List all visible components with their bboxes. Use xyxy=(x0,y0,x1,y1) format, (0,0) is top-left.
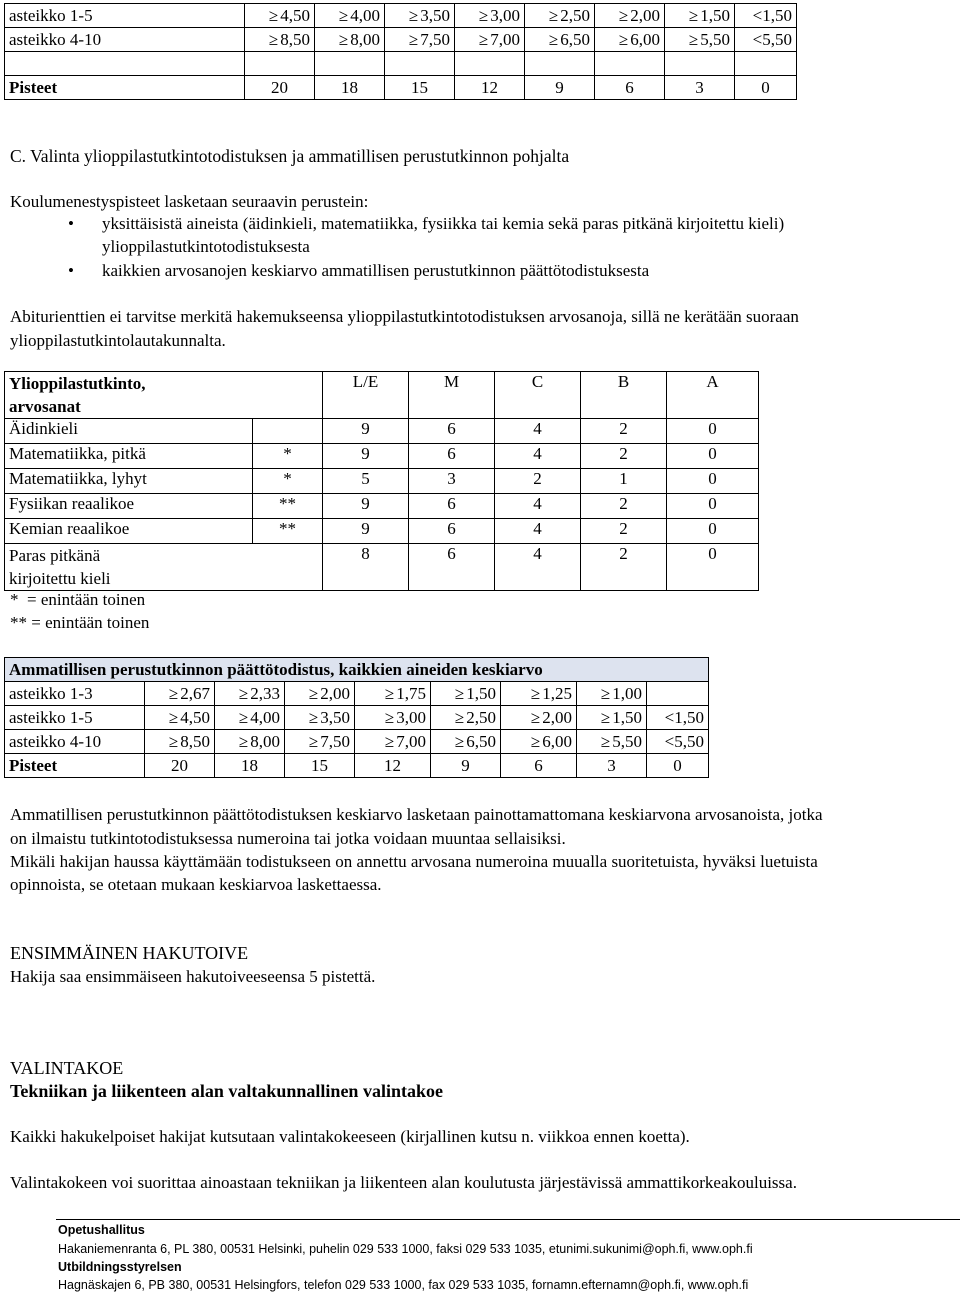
points-cell: 9 xyxy=(525,76,595,100)
value-cell: 4 xyxy=(495,494,581,519)
empty-cell xyxy=(595,52,665,76)
table-row xyxy=(5,76,797,100)
threshold-cell: ≥ 8,00 xyxy=(315,28,385,52)
empty-cell xyxy=(735,52,797,76)
footer-org: Opetushallitus xyxy=(58,1223,145,1237)
threshold-cell: ≥ 1,50 xyxy=(431,682,501,706)
vocational-average-table xyxy=(4,657,709,778)
points-cell: 6 xyxy=(595,76,665,100)
points-cell: 20 xyxy=(145,754,215,778)
threshold-cell: ≥ 2,00 xyxy=(501,706,577,730)
value-cell: 0 xyxy=(667,519,759,544)
value-cell: 9 xyxy=(323,444,409,469)
bullet-text: kaikkien arvosanojen keskiarvo ammatillisen perustutkinnon päättötodistuksesta xyxy=(102,261,650,280)
value-cell: 0 xyxy=(667,544,759,591)
threshold-cell: ≥ 7,00 xyxy=(355,730,431,754)
footnote: * = enintään toinen xyxy=(10,590,146,609)
value-cell: 8 xyxy=(323,544,409,591)
empty-cell xyxy=(525,52,595,76)
points-cell: 6 xyxy=(501,754,577,778)
scale-label: asteikko 4-10 xyxy=(5,730,145,754)
table-header-row xyxy=(5,372,759,419)
value-cell: 4 xyxy=(495,519,581,544)
threshold-cell: ≥ 7,50 xyxy=(285,730,355,754)
score-table-top xyxy=(4,3,797,100)
points-cell: 9 xyxy=(431,754,501,778)
footer-address: Hakaniemenranta 6, PL 380, 00531 Helsinki, puhelin 029 533 1000, faksi 029 533 1035, etunimi.sukunimi@oph.fi, www.oph.fi xyxy=(58,1242,753,1256)
threshold-cell: ≥ 1,25 xyxy=(501,682,577,706)
value-cell: 6 xyxy=(409,519,495,544)
points-cell: 0 xyxy=(735,76,797,100)
table-row xyxy=(5,682,709,706)
threshold-cell: ≥ 3,00 xyxy=(455,4,525,28)
paragraph-line: opinnoista, se otetaan mukaan keskiarvoa laskettaessa. xyxy=(10,875,382,894)
empty-cell xyxy=(5,52,245,76)
threshold-cell: ≥ 8,50 xyxy=(145,730,215,754)
threshold-cell: ≥ 2,00 xyxy=(285,682,355,706)
table-row xyxy=(5,4,797,28)
mark-cell: * xyxy=(253,444,323,469)
empty-cell xyxy=(245,52,315,76)
value-cell: 4 xyxy=(495,419,581,444)
value-cell: 0 xyxy=(667,494,759,519)
threshold-cell: ≥ 3,00 xyxy=(355,706,431,730)
value-cell: 6 xyxy=(409,494,495,519)
points-cell: 12 xyxy=(455,76,525,100)
subject-cell: Kemian reaalikoe xyxy=(5,519,253,544)
value-cell: 9 xyxy=(323,494,409,519)
subject-cell xyxy=(5,544,323,591)
value-cell: 2 xyxy=(581,494,667,519)
points-cell: 3 xyxy=(665,76,735,100)
threshold-cell: ≥ 1,50 xyxy=(665,4,735,28)
value-cell: 0 xyxy=(667,419,759,444)
value-cell: 6 xyxy=(409,444,495,469)
footer-org: Utbildningsstyrelsen xyxy=(58,1260,182,1274)
value-cell: 6 xyxy=(409,544,495,591)
threshold-cell: ≥ 1,75 xyxy=(355,682,431,706)
threshold-cell: ≥ 6,00 xyxy=(595,28,665,52)
subject-cell: Äidinkieli xyxy=(5,419,253,444)
matriculation-grade-table xyxy=(4,371,759,591)
points-cell: 18 xyxy=(215,754,285,778)
table-header-row xyxy=(5,658,709,682)
threshold-cell: ≥ 8,00 xyxy=(215,730,285,754)
bullet-icon: • xyxy=(68,214,74,233)
value-cell: 0 xyxy=(667,469,759,494)
points-label: Pisteet xyxy=(5,754,145,778)
mark-cell: ** xyxy=(253,494,323,519)
mark-cell: ** xyxy=(253,519,323,544)
points-cell: 12 xyxy=(355,754,431,778)
paragraph-line: Kaikki hakukelpoiset hakijat kutsutaan valintakokeeseen (kirjallinen kutsu n. viikkoa ennen koetta). xyxy=(10,1127,690,1146)
note-text: Abiturienttien ei tarvitse merkitä hakemukseensa ylioppilastutkintotodistuksen arvosanoja, sillä ne kerätään suoraan xyxy=(10,307,799,326)
points-label: Pisteet xyxy=(5,76,245,100)
table-header: Ammatillisen perustutkinnon päättötodistus, kaikkien aineiden keskiarvo xyxy=(5,658,709,682)
table-row xyxy=(5,706,709,730)
grade-header: M xyxy=(409,372,495,419)
value-cell: 2 xyxy=(495,469,581,494)
threshold-cell: ≥ 1,00 xyxy=(577,682,647,706)
threshold-cell: ≥ 8,50 xyxy=(245,28,315,52)
table-row xyxy=(5,469,759,494)
bullet-text: yksittäisistä aineista (äidinkieli, matematiikka, fysiikka tai kemia sekä paras pitkänä kirjoitettu kieli) xyxy=(102,214,785,233)
points-cell: 15 xyxy=(385,76,455,100)
threshold-cell: ≥ 5,50 xyxy=(577,730,647,754)
table-row xyxy=(5,419,759,444)
table-row xyxy=(5,52,797,76)
section-heading: VALINTAKOE xyxy=(10,1058,124,1078)
threshold-cell: ≥ 2,33 xyxy=(215,682,285,706)
threshold-cell: ≥ 5,50 xyxy=(665,28,735,52)
grade-header: A xyxy=(667,372,759,419)
section-heading: C. Valinta ylioppilastutkintotodistuksen ja ammatillisen perustutkinnon pohjalta xyxy=(10,146,570,166)
threshold-cell: <1,50 xyxy=(735,4,797,28)
points-cell: 0 xyxy=(647,754,709,778)
header-line: arvosanat xyxy=(9,397,81,416)
header-line: Ylioppilastutkinto, xyxy=(9,374,146,393)
table-row xyxy=(5,444,759,469)
empty-cell xyxy=(385,52,455,76)
value-cell: 2 xyxy=(581,419,667,444)
table-row xyxy=(5,544,759,591)
threshold-cell: ≥ 6,50 xyxy=(525,28,595,52)
threshold-cell: ≥ 2,50 xyxy=(431,706,501,730)
threshold-cell: ≥ 3,50 xyxy=(385,4,455,28)
subject-cell: Matematiikka, pitkä xyxy=(5,444,253,469)
note-text: ylioppilastutkintolautakunnalta. xyxy=(10,331,226,350)
grade-header: L/E xyxy=(323,372,409,419)
subject-cell: Fysiikan reaalikoe xyxy=(5,494,253,519)
threshold-cell: ≥ 3,50 xyxy=(285,706,355,730)
value-cell: 2 xyxy=(581,444,667,469)
threshold-cell: ≥ 4,50 xyxy=(245,4,315,28)
paragraph-line: on ilmaistu tutkintotodistuksessa numeroina tai jotka voidaan muuntaa sellaisiksi. xyxy=(10,829,566,848)
value-cell: 6 xyxy=(409,419,495,444)
empty-cell xyxy=(455,52,525,76)
grade-header: C xyxy=(495,372,581,419)
grade-header: B xyxy=(581,372,667,419)
paragraph-line: Ammatillisen perustutkinnon päättötodistuksen keskiarvo lasketaan painottamattomana keskiarvona arvosanoista, jotka xyxy=(10,805,823,824)
threshold-cell: ≥ 6,50 xyxy=(431,730,501,754)
threshold-cell: ≥ 7,00 xyxy=(455,28,525,52)
value-cell: 9 xyxy=(323,519,409,544)
subject-cell: Matematiikka, lyhyt xyxy=(5,469,253,494)
scale-label: asteikko 1-3 xyxy=(5,682,145,706)
threshold-cell: <5,50 xyxy=(735,28,797,52)
subject-line: kirjoitettu kieli xyxy=(9,569,111,588)
value-cell: 9 xyxy=(323,419,409,444)
threshold-cell: <5,50 xyxy=(647,730,709,754)
value-cell: 0 xyxy=(667,444,759,469)
threshold-cell: ≥ 6,00 xyxy=(501,730,577,754)
table-row xyxy=(5,494,759,519)
empty-cell xyxy=(647,682,709,706)
footnote: ** = enintään toinen xyxy=(10,613,150,632)
bullet-text: ylioppilastutkintotodistuksesta xyxy=(102,237,310,256)
scale-label: asteikko 4-10 xyxy=(5,28,245,52)
paragraph-line: Valintakokeen voi suorittaa ainoastaan tekniikan ja liikenteen alan koulutusta järjestävissä ammattikorkeakouluissa. xyxy=(10,1173,797,1192)
value-cell: 5 xyxy=(323,469,409,494)
paragraph-line: Hakija saa ensimmäiseen hakutoiveeseensa 5 pistettä. xyxy=(10,967,376,986)
footer-address: Hagnäskajen 6, PB 380, 00531 Helsingfors, telefon 029 533 1000, fax 029 533 1035, fornamn.efternamn@oph.fi, www.oph.fi xyxy=(58,1278,749,1292)
value-cell: 1 xyxy=(581,469,667,494)
paragraph-line: Mikäli hakijan haussa käyttämään todistukseen on annettu arvosana numeroina muualla suoritetuista, hyväksi luetuista xyxy=(10,852,818,871)
table-row xyxy=(5,28,797,52)
value-cell: 4 xyxy=(495,444,581,469)
section-heading: ENSIMMÄINEN HAKUTOIVE xyxy=(10,943,249,963)
threshold-cell: ≥ 4,00 xyxy=(215,706,285,730)
scale-label: asteikko 1-5 xyxy=(5,706,145,730)
threshold-cell: <1,50 xyxy=(647,706,709,730)
points-cell: 20 xyxy=(245,76,315,100)
table-row xyxy=(5,519,759,544)
points-cell: 15 xyxy=(285,754,355,778)
table-row xyxy=(5,754,709,778)
mark-cell xyxy=(253,419,323,444)
table-header xyxy=(5,372,323,419)
mark-cell: * xyxy=(253,469,323,494)
threshold-cell: ≥ 2,00 xyxy=(595,4,665,28)
threshold-cell: ≥ 7,50 xyxy=(385,28,455,52)
intro-text: Koulumenestyspisteet lasketaan seuraavin perustein: xyxy=(10,192,369,211)
value-cell: 4 xyxy=(495,544,581,591)
bullet-icon: • xyxy=(68,261,74,280)
value-cell: 2 xyxy=(581,544,667,591)
value-cell: 2 xyxy=(581,519,667,544)
subject-line: Paras pitkänä xyxy=(9,546,101,565)
points-cell: 18 xyxy=(315,76,385,100)
empty-cell xyxy=(315,52,385,76)
footer-divider xyxy=(56,1219,960,1220)
value-cell: 3 xyxy=(409,469,495,494)
threshold-cell: ≥ 4,50 xyxy=(145,706,215,730)
points-cell: 3 xyxy=(577,754,647,778)
section-subheading: Tekniikan ja liikenteen alan valtakunnallinen valintakoe xyxy=(10,1081,443,1101)
threshold-cell: ≥ 2,67 xyxy=(145,682,215,706)
empty-cell xyxy=(665,52,735,76)
threshold-cell: ≥ 4,00 xyxy=(315,4,385,28)
threshold-cell: ≥ 2,50 xyxy=(525,4,595,28)
threshold-cell: ≥ 1,50 xyxy=(577,706,647,730)
table-row xyxy=(5,730,709,754)
scale-label: asteikko 1-5 xyxy=(5,4,245,28)
